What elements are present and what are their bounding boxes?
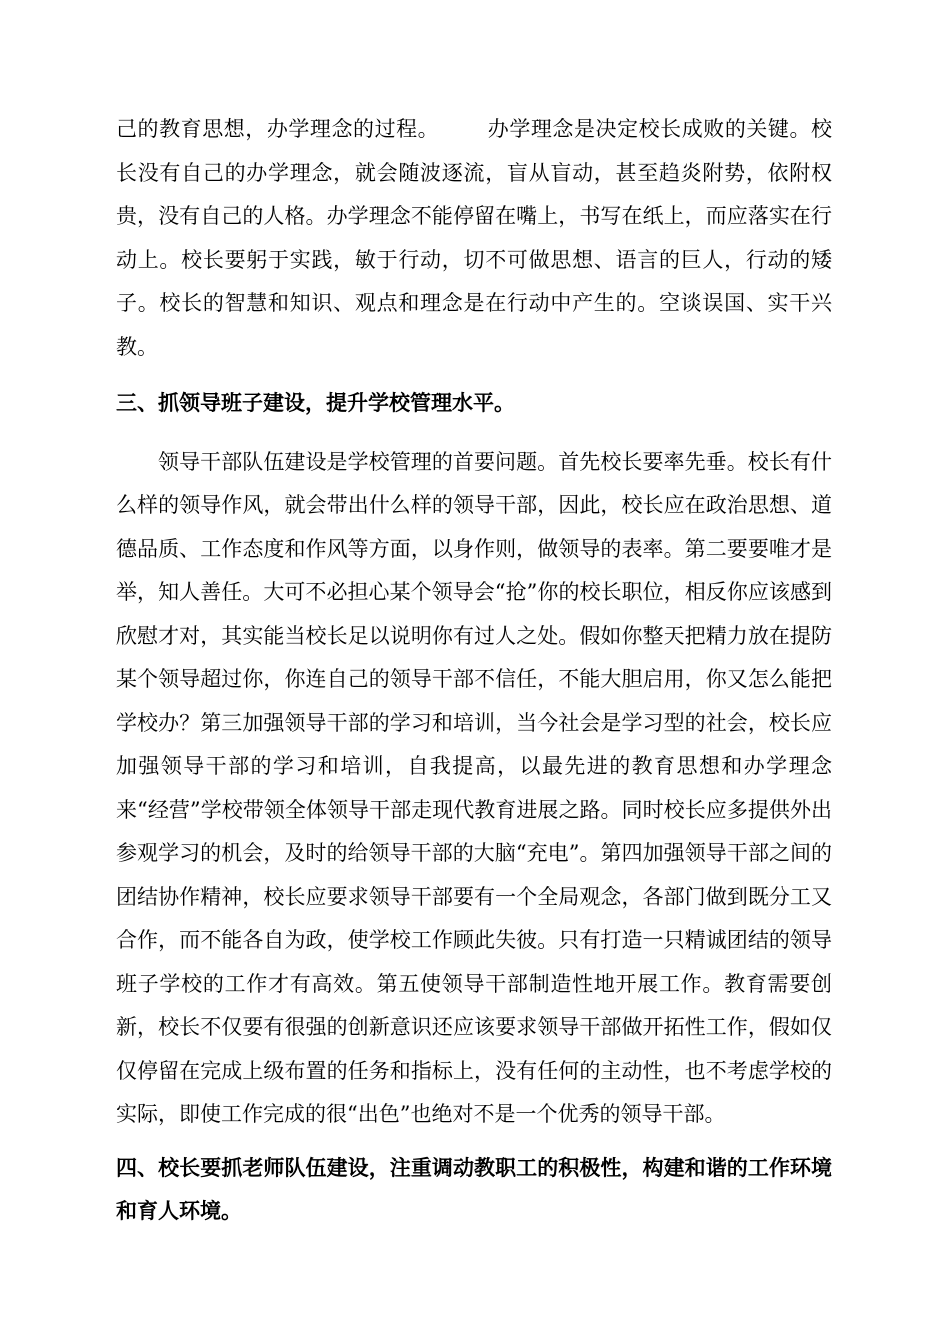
section-heading-4: 四、校长要抓老师队伍建设，注重调动教职工的积极性，构建和谐的工作环境和育人环境。 [116,1155,832,1223]
paragraph-fragment: 己的教育思想，办学理念的过程。 [116,117,440,141]
paragraph-fragment: 办学理念是决定校长成败的关键。校长没有自己的办学理念，就会随波逐流，盲从盲动，甚至趋炎附势，依附权贵，没有自己的人格。办学理念不能停留在嘴上，书写在纸上，而应落实在行动上。校长要躬于实践，敏于行动，切不可做思想、语言的巨人，行动的矮子。校长的智慧和知识、观点和理念是在行动中产生的。空谈误国、实干兴教。 [116,117,833,359]
paragraph-principle-philosophy [116,108,832,369]
paragraph-leadership-team: 领导干部队伍建设是学校管理的首要问题。首先校长要率先垂。校长有什么样的领导作风，就会带出什么样的领导干部，因此，校长应在政治思想、道德品质、工作态度和作风等方面，以身作则，做领导的表率。第二要要唯才是举，知人善任。大可不必担心某个领导会“抢”你的校长职位，相反你应该感到欣慰才对，其实能当校长足以说明你有过人之处。假如你整天把精力放在提防某个领导超过你，你连自己的领导干部不信任，不能大胆启用，你又怎么能把学校办？第三加强领导干部的学习和培训，当今社会是学习型的社会，校长应加强领导干部的学习和培训，自我提高，以最先进的教育思想和办学理念来“经营”学校带领全体领导干部走现代教育进展之路。同时校长应多提供外出参观学习的机会，及时的给领导干部的大脑“充电”。第四加强领导干部之间的团结协作精神，校长应要求领导干部要有一个全局观念，各部门做到既分工又合作，而不能各自为政，使学校工作顾此失彼。只有打造一只精诚团结的领导班子学校的工作才有高效。第五使领导干部制造性地开展工作。教育需要创新，校长不仅要有很强的创新意识还应该要求领导干部做开拓性工作，假如仅仅停留在完成上级布置的任务和指标上，没有任何的主动性，也不考虑学校的实际，即使工作完成的很“出色”也绝对不是一个优秀的领导干部。 [116,449,832,1126]
document-body [116,108,832,1249]
section-heading-3: 三、抓领导班子建设，提升学校管理水平。 [116,391,515,415]
